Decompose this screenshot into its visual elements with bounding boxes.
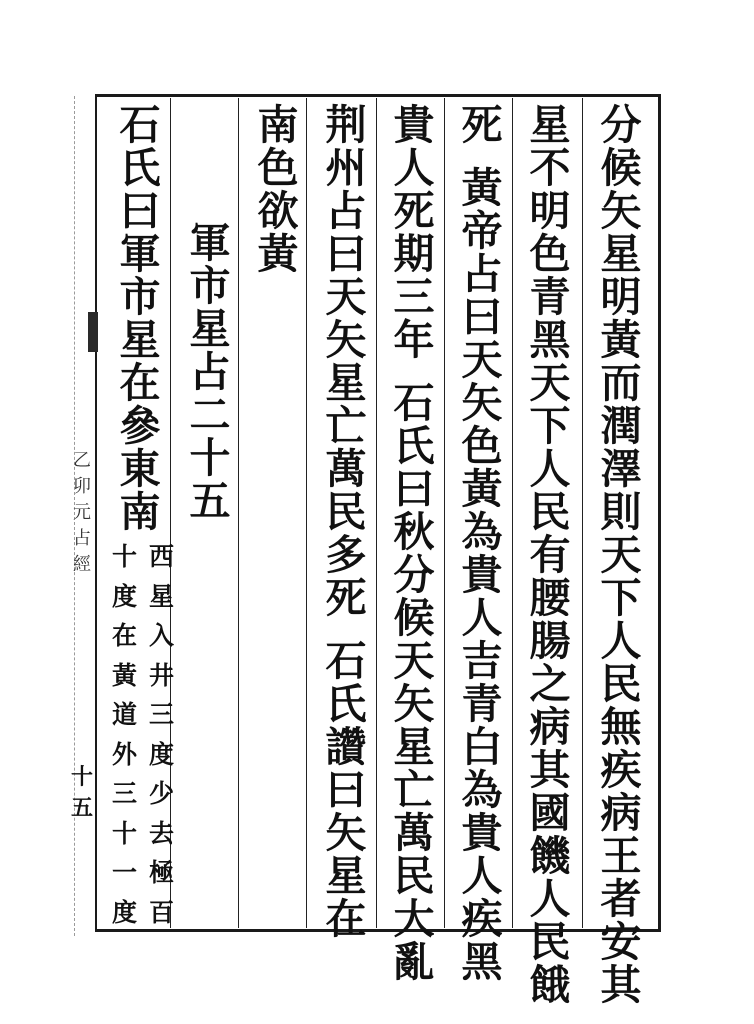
column-char: 明	[600, 273, 642, 321]
column-char: 在	[119, 359, 161, 407]
column-char: 吉	[461, 637, 503, 685]
commentary-char: 三	[111, 779, 137, 808]
column-char: 黃	[461, 465, 503, 513]
column-char: 星	[529, 101, 571, 149]
column-char: 星	[325, 359, 367, 407]
column-char: 南	[257, 101, 299, 149]
column-char: 其	[529, 746, 571, 794]
commentary-block	[108, 537, 178, 927]
commentary-char: 星	[148, 581, 174, 611]
column-char: 亡	[325, 402, 367, 450]
commentary-left-line	[108, 537, 141, 927]
commentary-char: 黃	[111, 660, 137, 690]
column-char: 期	[393, 230, 435, 278]
column-char: 餓	[529, 961, 571, 1009]
column-char: 萬	[393, 809, 435, 857]
column-rule	[444, 98, 445, 928]
commentary-char: 在	[111, 621, 137, 650]
commentary-right-line	[145, 537, 178, 927]
column-char: 大	[393, 895, 435, 943]
column-char: 下	[529, 402, 571, 450]
column-char: 矢	[393, 680, 435, 728]
commentary-char: 道	[111, 700, 137, 729]
column-char: 欲	[257, 187, 299, 235]
column-char: 為	[461, 508, 503, 556]
column-char: 而	[600, 359, 642, 407]
column-char: 黃	[600, 316, 642, 364]
commentary-char: 外	[111, 739, 137, 769]
column-char: 星	[119, 316, 161, 364]
column-char: 天	[461, 336, 503, 384]
column-char: 天	[529, 359, 571, 407]
column-char: 色	[461, 422, 503, 470]
column-char: 軍	[119, 230, 161, 278]
column-rule	[238, 98, 239, 928]
column-char: 分	[600, 101, 642, 149]
commentary-char: 度	[111, 581, 137, 611]
column-char: 二	[189, 391, 231, 439]
column-char: 軍	[189, 219, 231, 267]
margin-char: 占	[73, 528, 91, 549]
column-char: 病	[529, 703, 571, 751]
commentary-char: 去	[148, 818, 174, 848]
column-char: 不	[529, 144, 571, 192]
column-char: 矢	[600, 187, 642, 235]
fishtail-mark	[88, 312, 98, 352]
column-char: 明	[529, 187, 571, 235]
column-char: 占	[189, 348, 231, 396]
column-char: 星	[325, 852, 367, 900]
column-char: 石	[119, 101, 161, 149]
column-char: 天	[600, 531, 642, 579]
column-char: 黃	[257, 230, 299, 278]
commentary-char: 少	[148, 779, 174, 808]
column-char: 腸	[529, 617, 571, 665]
column-char: 多	[325, 531, 367, 579]
column-char: 國	[529, 789, 571, 837]
text-column-3	[456, 101, 508, 986]
column-char: 秋	[393, 508, 435, 556]
column-char: 石	[325, 637, 367, 685]
column-char: 貴	[461, 551, 503, 599]
column-char: 者	[600, 875, 642, 923]
column-char: 市	[189, 262, 231, 310]
column-char: 氏	[325, 680, 367, 728]
folio-number: 十五	[70, 764, 93, 821]
margin-char: 乙	[73, 450, 91, 471]
column-char: 占	[325, 187, 367, 235]
commentary-char: 三	[148, 700, 174, 729]
column-char: 氏	[393, 422, 435, 470]
text-column-2	[524, 101, 576, 1009]
column-char: 人	[461, 852, 503, 900]
column-char: 三	[393, 273, 435, 321]
text-column-8	[114, 101, 166, 536]
column-char: 曰	[325, 230, 367, 278]
column-char: 東	[119, 445, 161, 493]
column-char: 人	[529, 445, 571, 493]
text-column-6	[252, 101, 304, 278]
column-char: 十	[189, 434, 231, 482]
column-char: 黃	[461, 164, 503, 212]
column-char: 人	[529, 875, 571, 923]
column-char: 白	[461, 723, 503, 771]
column-char: 帝	[461, 207, 503, 255]
column-char: 死	[325, 574, 367, 622]
commentary-char: 井	[148, 660, 174, 690]
column-char: 死	[393, 187, 435, 235]
column-char: 饑	[529, 832, 571, 880]
column-char: 疾	[461, 895, 503, 943]
column-char: 王	[600, 832, 642, 880]
column-char: 石	[393, 379, 435, 427]
column-char: 占	[461, 250, 503, 298]
column-char: 病	[600, 789, 642, 837]
column-char: 色	[257, 144, 299, 192]
column-char: 民	[600, 660, 642, 708]
column-char: 氏	[119, 144, 161, 192]
column-char: 分	[393, 551, 435, 599]
column-char: 在	[325, 895, 367, 943]
column-char: 南	[119, 488, 161, 536]
commentary-char: 一	[111, 858, 137, 887]
column-rule	[306, 98, 307, 928]
column-char: 黑	[461, 938, 503, 986]
column-char: 有	[529, 531, 571, 579]
margin-char: 經	[73, 554, 91, 575]
column-char: 市	[119, 273, 161, 321]
column-char: 候	[600, 144, 642, 192]
column-char: 州	[325, 144, 367, 192]
column-char: 貴	[461, 809, 503, 857]
column-char: 民	[529, 918, 571, 966]
column-char: 其	[600, 961, 642, 1009]
column-char: 星	[393, 723, 435, 771]
column-char: 讚	[325, 723, 367, 771]
column-char: 人	[461, 594, 503, 642]
column-char: 民	[393, 852, 435, 900]
column-char: 則	[600, 488, 642, 536]
commentary-char: 十	[111, 818, 137, 848]
column-char: 候	[393, 594, 435, 642]
column-rule	[512, 98, 513, 928]
column-char: 矢	[461, 379, 503, 427]
column-char: 之	[529, 660, 571, 708]
column-char: 星	[189, 305, 231, 353]
column-char: 天	[325, 273, 367, 321]
column-char: 腰	[529, 574, 571, 622]
commentary-char: 百	[148, 897, 174, 927]
margin-char: 卯	[73, 476, 91, 497]
column-char: 曰	[325, 766, 367, 814]
text-column-5	[320, 101, 372, 943]
commentary-char: 入	[148, 621, 174, 650]
column-char: 澤	[600, 445, 642, 493]
text-column-4	[388, 101, 440, 986]
column-char: 潤	[600, 402, 642, 450]
column-char: 青	[461, 680, 503, 728]
column-char: 天	[393, 637, 435, 685]
commentary-char: 極	[148, 858, 174, 887]
column-char: 無	[600, 703, 642, 751]
commentary-char: 西	[148, 542, 174, 571]
column-char: 年	[393, 316, 435, 364]
column-char: 參	[119, 402, 161, 450]
column-char: 荆	[325, 101, 367, 149]
column-char: 色	[529, 230, 571, 278]
text-frame	[95, 94, 661, 932]
commentary-char: 度	[148, 739, 174, 769]
column-char: 曰	[461, 293, 503, 341]
column-rule	[582, 98, 583, 928]
column-char: 下	[600, 574, 642, 622]
column-char: 曰	[393, 465, 435, 513]
column-char: 矢	[325, 316, 367, 364]
section-heading-column	[184, 219, 236, 525]
column-char: 青	[529, 273, 571, 321]
margin-char: 元	[73, 502, 91, 523]
column-char: 民	[529, 488, 571, 536]
column-char: 曰	[119, 187, 161, 235]
column-char: 亂	[393, 938, 435, 986]
column-char: 黑	[529, 316, 571, 364]
column-char: 矢	[325, 809, 367, 857]
column-char: 安	[600, 918, 642, 966]
column-rule	[376, 98, 377, 928]
column-char: 亡	[393, 766, 435, 814]
column-char: 民	[325, 488, 367, 536]
column-char: 五	[189, 477, 231, 525]
commentary-char: 度	[111, 897, 137, 927]
column-char: 貴	[393, 101, 435, 149]
column-char: 疾	[600, 746, 642, 794]
column-char: 死	[461, 101, 503, 149]
column-char: 星	[600, 230, 642, 278]
commentary-char: 十	[111, 542, 137, 571]
column-char: 人	[393, 144, 435, 192]
column-char: 萬	[325, 445, 367, 493]
margin-title	[70, 448, 94, 578]
column-char: 為	[461, 766, 503, 814]
text-column-1	[595, 101, 647, 1009]
column-char: 人	[600, 617, 642, 665]
